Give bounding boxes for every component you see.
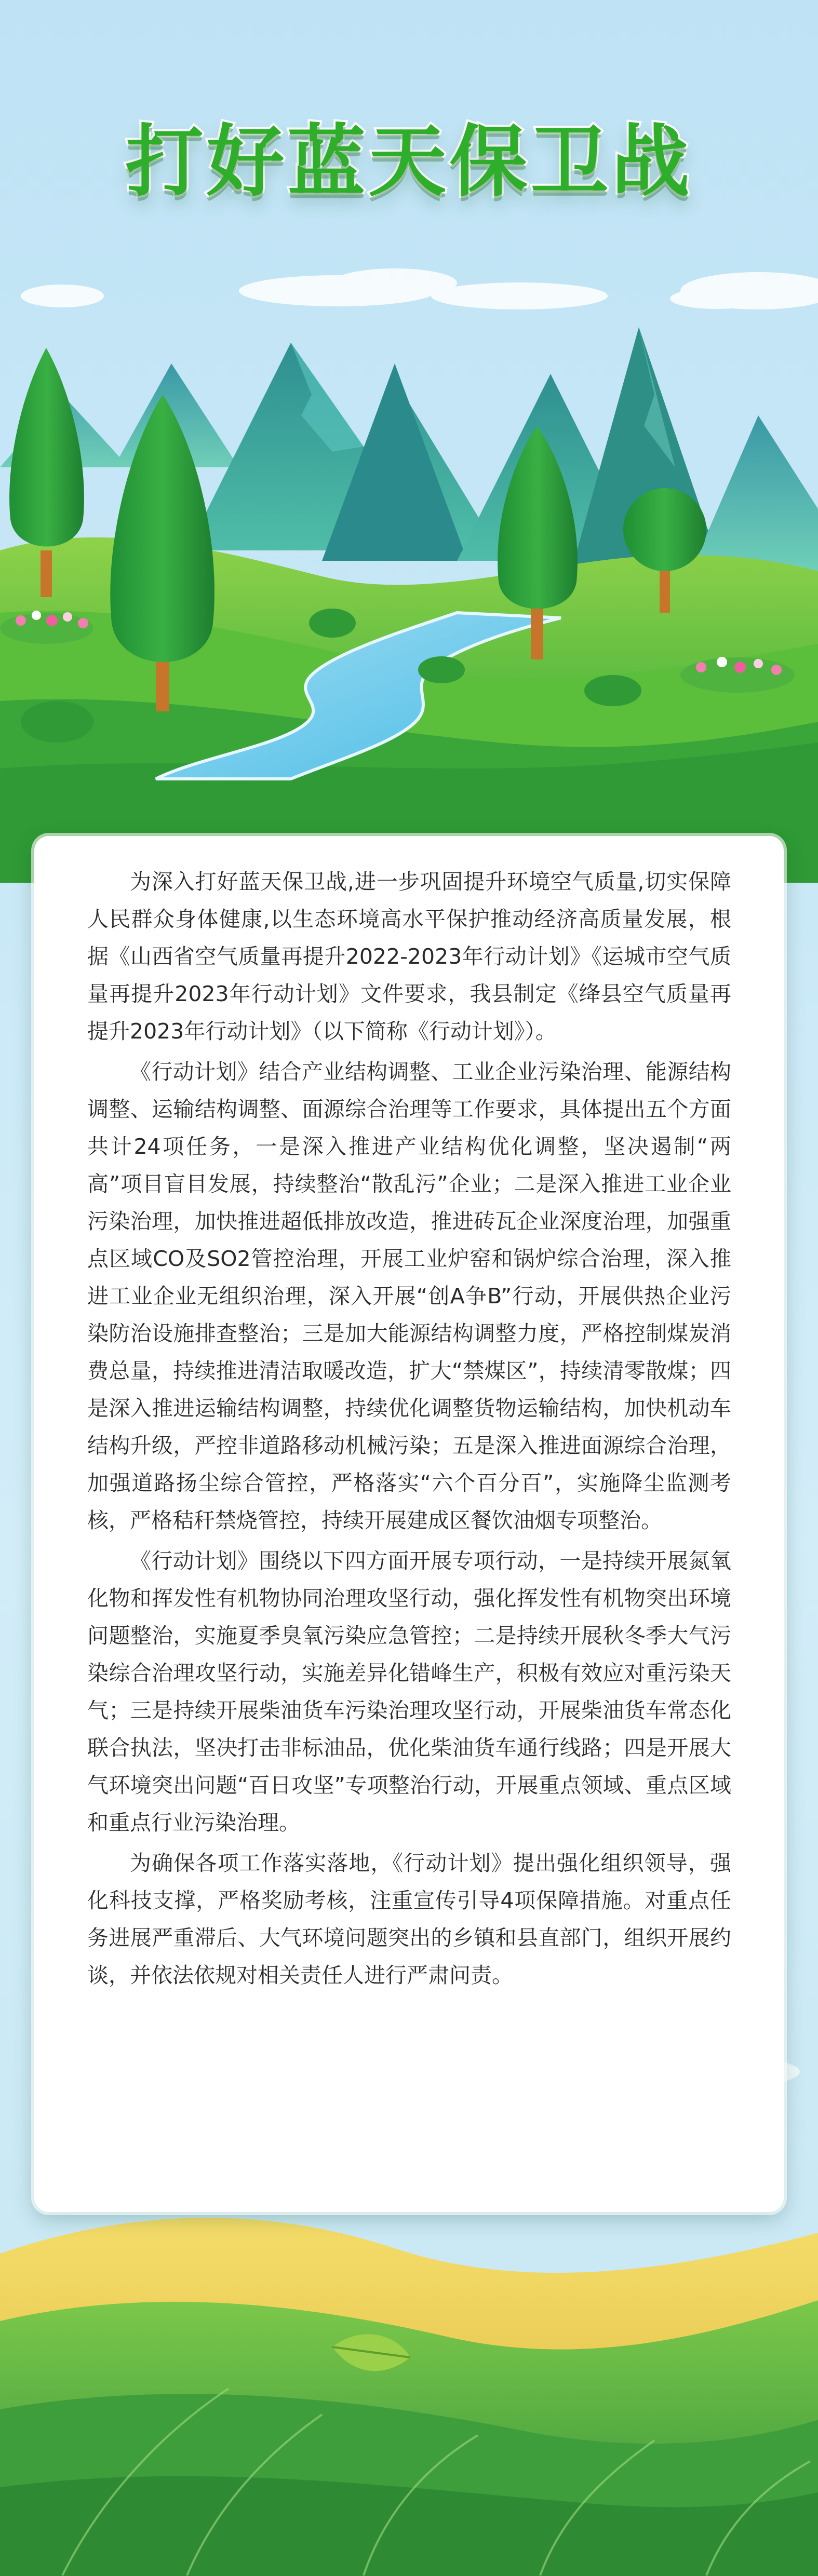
content-panel [34, 836, 784, 2212]
paragraph-tasks: 《行动计划》结合产业结构调整、工业企业污染治理、能源结构调整、运输结构调整、面源综合治理等工作要求，具体提出五个方面共计24项任务，一是深入推进产业结构优化调整，坚决遏制“两高”项目盲目发展，持续整治“散乱污”企业；二是深入推进工业企业污染治理，加快推进超低排放改造，推进砖瓦企业深度治理，加强重点区域CO及SO2管控治理，开展工业炉窑和锅炉综合治理，深入推进工业企业无组织治理，深入开展“创A争B”行动，开展供热企业污染防治设施排查整治；三是加大能源结构调整力度，严格控制煤炭消费总量，持续推进清洁取暖改造，扩大“禁煤区”，持续清零散煤；四是深入推进运输结构调整，持续优化调整货物运输结构，加快机动车结构升级，严控非道路移动机械污染；五是深入推进面源综合治理，加强道路扬尘综合管控，严格落实“六个百分百”，实施降尘监测考核，严格秸秆禁烧管控，持续开展建成区餐饮油烟专项整治。 [87, 1059, 731, 1533]
page-title: 打好蓝天保卫战 [125, 117, 693, 207]
article-body [87, 863, 731, 1997]
paragraph-guarantees: 为确保各项工作落实落地，《行动计划》提出强化组织领导，强化科技支撑，严格奖励考核，注重宣传引导4项保障措施。对重点任务进展严重滞后、大气环境问题突出的乡镇和县直部门，组织开展约谈，并依法依规对相关责任人进行严肃问责。 [87, 1851, 731, 1988]
paragraph-actions: 《行动计划》围绕以下四方面开展专项行动，一是持续开展氮氧化物和挥发性有机物协同治理攻坚行动，强化挥发性有机物突出环境问题整治，实施夏季臭氧污染应急管控；二是持续开展秋冬季大气污染综合治理攻坚行动，实施差异化错峰生产，积极有效应对重污染天气；三是持续开展柴油货车污染治理攻坚行动，开展柴油货车常态化联合执法，坚决打击非标油品，优化柴油货车通行线路；四是开展大气环境突出问题“百日攻坚”专项整治行动，开展重点领域、重点区域和重点行业污染治理。 [87, 1548, 731, 1835]
paragraph-intro: 为深入打好蓝天保卫战,进一步巩固提升环境空气质量,切实保障人民群众身体健康,以生态环境高水平保护推动经济高质量发展，根据《山西省空气质量再提升2022-2023年行动计划》《运城市空气质量再提升2023年行动计划》文件要求，我县制定《绛县空气质量再提升2023年行动计划》（以下简称《行动计划》）。 [87, 869, 731, 1044]
